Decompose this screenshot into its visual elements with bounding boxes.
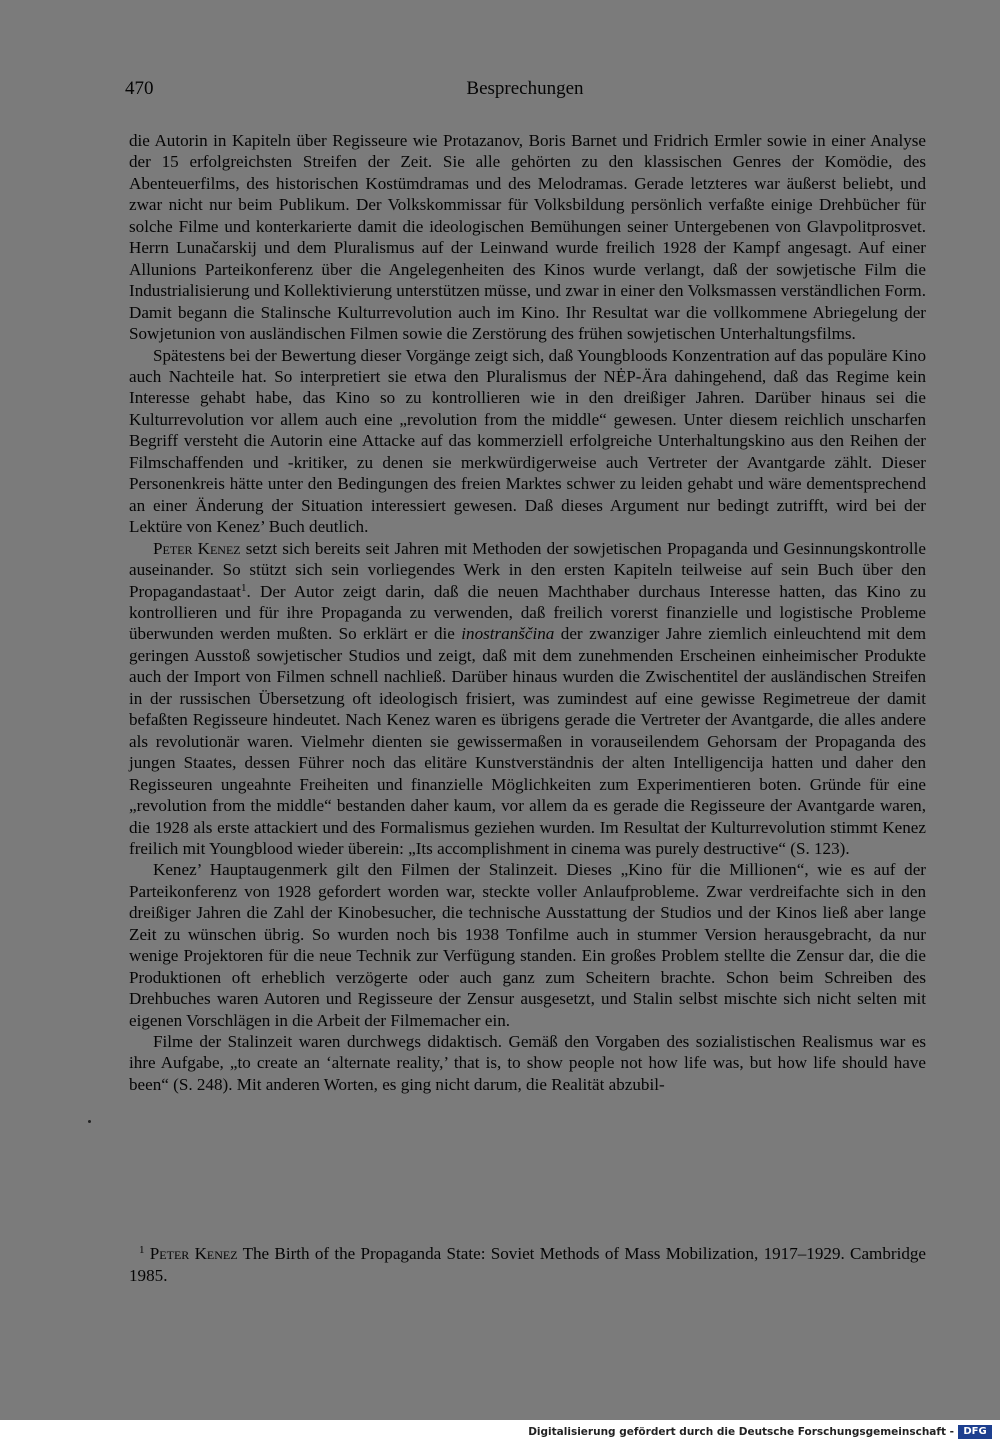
footnote-author: Peter Kenez	[149, 1244, 238, 1263]
margin-mark	[88, 1120, 91, 1123]
paragraph-5: Filme der Stalinzeit waren durchwegs didaktisch. Gemäß den Vorgaben des sozialistischen Realismus war es ihre Aufgabe, „to create an ‘alternate reality,’ that is, to show people not how life was, but how life should have been“ (S. 248). Mit anderen Worten, es ging nicht darum, die Realität abzubil-	[129, 1032, 926, 1094]
footnote-reference: 1	[241, 581, 247, 594]
paragraph-3	[129, 538, 926, 860]
paragraph-3-part-a: setzt sich bereits seit Jahren mit Methoden der sowjetischen Propaganda und Gesinnungskontrolle auseinander. So stützt sich sein vorliegendes Werk in den ersten Kapiteln teilweise auf sein Buch über den Propagandastaat	[129, 538, 926, 601]
digitization-credit: Digitalisierung gefördert durch die Deutsche Forschungsgemeinschaft -	[528, 1426, 954, 1438]
author-name: Peter Kenez	[153, 538, 241, 558]
paragraph-3-part-b: . Der Autor zeigt darin, daß die neuen Machthaber durchaus Interesse hatten, das Kino zu kontrollieren und für ihre Propaganda zu verwenden, daß freilich vorerst finanzielle und logistische Probleme überwunden werden mußten. So erklärt er die	[129, 581, 926, 644]
paragraph-3-part-c: der zwanziger Jahre ziemlich einleuchtend mit dem geringen Ausstoß sowjetischer Studios und zeigt, daß mit dem zunehmenden Erscheinen einheimischer Produkte auch der Import von Filmen schnell nachließ. Darüber hinaus wurden die Zwischentitel der ausländischen Streifen in der russischen Übersetzung oft ideologisch frisiert, was zumindest auf eine gewisse Regimetreue der damit befaßten Regisseure hindeutet. Nach Kenez waren es übrigens gerade die Vertreter der Avantgarde, die alles andere als revolutionär waren. Vielmehr dienten sie gewissermaßen in vorauseilendem Gehorsam der Propaganda des jungen Staates, dessen Führer noch das elitäre Kunstverständnis der alten Intelligencija hatten und daher den Regisseuren ungeahnte Freiheiten und finanzielle Möglichkeiten zum Experimentieren boten. Gründe für eine „revolution from the middle“ bestanden daher kaum, vor allem da es gerade die Regisseure der Avantgarde waren, die 1928 als erste attackiert und des Formalismus geziehen wurden. Im Resultat der Kulturrevolution stimmt Kenez freilich mit Youngblood wieder überein: „Its accomplishment in cinema was purely destructive“ (S. 123).	[129, 624, 926, 858]
page-number: 470	[125, 78, 154, 99]
dfg-logo-icon: DFG	[958, 1425, 992, 1439]
footnote-text: The Birth of the Propaganda State: Soviet Methods of Mass Mobilization, 1917–1929. Cambridge 1985.	[129, 1244, 927, 1285]
footnote-number: 1	[139, 1244, 145, 1256]
paragraph-2: Spätestens bei der Bewertung dieser Vorgänge zeigt sich, daß Youngbloods Konzentration auf das populäre Kino auch Nachteile hat. So interpretiert sie etwa den Pluralismus der NĖP-Ära dahingehend, daß das Regime kein Interesse gehabt habe, das Kino so zu kontrollieren wie in den dreißiger Jahren. Darüber hinaus sei die Kulturrevolution vor allem auch eine „revolution from the middle“ gewesen. Unter diesem reichlich unscharfen Begriff versteht die Autorin eine Attacke auf das kommerziell erfolgreiche Unterhaltungskino aus den Reihen der Filmschaffenden und -kritiker, zu denen sie merkwürdigerweise auch Vertreter der Avantgarde zählt. Dieser Personenkreis hätte unter den Bedingungen des freien Marktes schwer zu leiden gehabt und wäre dementsprechend an einer Änderung der Situation interessiert gewesen. Daß dieses Argument nur bedingt zutrifft, wird bei der Lektüre von Kenez’ Buch deutlich.	[129, 345, 926, 537]
footnote	[129, 1243, 926, 1286]
paragraph-1: die Autorin in Kapiteln über Regisseure wie Protazanov, Boris Barnet und Fridrich Ermler sowie in einer Analyse der 15 erfolgreichsten Streifen der Zeit. Sie alle gehörten zu den klassischen Genres der Komödie, des Abenteuerfilms, des historischen Kostümdramas und des Melodramas. Gerade letzteres war äußerst beliebt, und zwar nicht nur beim Publikum. Der Volkskommissar für Volksbildung persönlich verfaßte einige Drehbücher für solche Filme und konterkarierte damit die ideologischen Bemühungen seiner Untergebenen von Glavpolitprosvet. Herrn Lunačarskij und dem Pluralismus auf der Leinwand wurde freilich 1928 der Kampf angesagt. Auf einer Allunions Parteikonferenz über die Angelegenheiten des Kinos wurde verlangt, daß der sowjetische Film die Industrialisierung und Kollektivierung unterstützen müsse, und zwar in einer den Volksmassen verständlichen Form. Damit begann die Stalinsche Kulturrevolution auch im Kino. Ihr Resultat war die vollkommene Abriegelung der Sowjetunion von ausländischen Filmen sowie die Zerstörung des frühen sowjetischen Unterhaltungsfilms.	[129, 131, 926, 344]
review-body	[129, 130, 926, 1095]
italic-term: inostranščina	[461, 624, 555, 644]
running-title: Besprechungen	[466, 78, 584, 99]
paragraph-4: Kenez’ Hauptaugenmerk gilt den Filmen der Stalinzeit. Dieses „Kino für die Millionen“, wie es auf der Parteikonferenz von 1928 gefordert worden war, steckte voller Anlaufprobleme. Zwar verdreifachte sich in den dreißiger Jahren die Zahl der Kinobesucher, die technische Ausstattung der Studios und der Kinos ließ aber lange Zeit zu wünschen übrig. So wurden noch bis 1938 Tonfilme auch in stummer Version herausgebracht, da nur wenige Projektoren für die neue Technik zur Verfügung standen. Ein großes Problem stellte die Zensur dar, die die Produktionen oft erheblich verzögerte oder auch ganz zum Scheitern brachte. Schon beim Schreiben des Drehbuches waren Autoren und Regisseure der Zensur ausgesetzt, und Stalin selbst mischte sich nicht selten mit eigenen Vorschlägen in die Arbeit der Filmemacher ein.	[129, 860, 926, 1030]
